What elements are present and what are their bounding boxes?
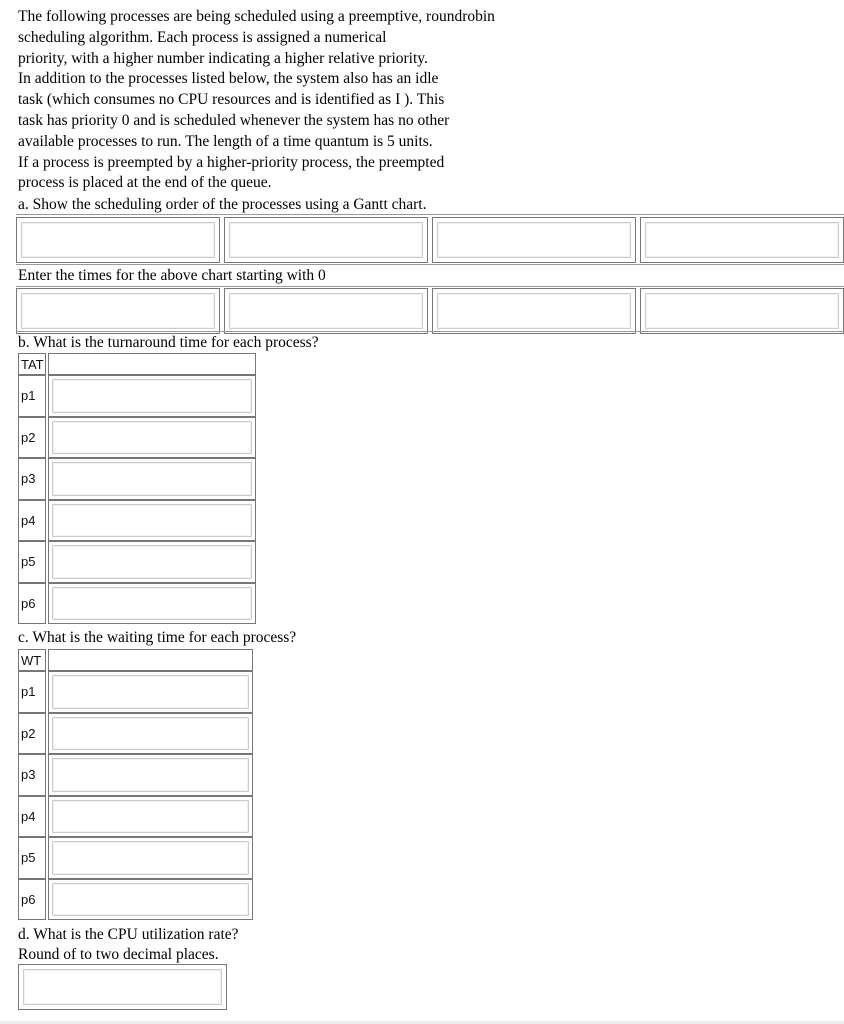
divider — [16, 214, 844, 215]
tat-header-row — [18, 353, 256, 375]
gantt-cell — [16, 217, 220, 263]
process-label: p6 — [18, 879, 46, 921]
intro-line: process is placed at the end of the queue. — [18, 174, 272, 192]
gantt-cell — [640, 288, 844, 334]
intro-line: available processes to run. The length of a time quantum is 5 units. — [18, 132, 433, 150]
table-row — [18, 837, 253, 879]
divider — [16, 286, 844, 287]
gantt-cell — [640, 217, 844, 263]
wt-p5-input[interactable] — [52, 841, 249, 875]
gantt-cell — [224, 288, 428, 334]
wt-header-label: WT — [18, 649, 46, 671]
table-row — [18, 375, 256, 417]
process-label: p2 — [18, 417, 46, 459]
input-cell — [48, 837, 253, 879]
times-label: Enter the times for the above chart starting with 0 — [18, 267, 326, 284]
process-label: p3 — [18, 458, 46, 500]
wt-p4-input[interactable] — [52, 800, 249, 834]
gantt-cell — [16, 288, 220, 334]
wt-p1-input[interactable] — [52, 675, 249, 709]
gantt-time-input[interactable] — [645, 293, 839, 329]
intro-line: scheduling algorithm. Each process is assigned a numerical — [18, 28, 387, 46]
input-cell — [48, 458, 256, 500]
wt-header-cell — [48, 649, 253, 671]
tat-p3-input[interactable] — [52, 462, 252, 496]
gantt-process-input[interactable] — [645, 222, 839, 258]
process-label: p4 — [18, 500, 46, 542]
table-row — [18, 796, 253, 838]
tat-p6-input[interactable] — [52, 587, 252, 621]
gantt-time-input[interactable] — [229, 293, 423, 329]
gantt-cell — [224, 217, 428, 263]
gantt-time-input[interactable] — [437, 293, 631, 329]
process-label: p1 — [18, 671, 46, 713]
tat-p1-input[interactable] — [52, 379, 252, 413]
divider — [16, 331, 844, 332]
wt-table — [18, 649, 253, 920]
wt-header-row — [18, 649, 253, 671]
process-label: p6 — [18, 583, 46, 625]
gantt-cell — [432, 288, 636, 334]
input-cell — [48, 754, 253, 796]
table-row — [18, 541, 256, 583]
wt-p2-input[interactable] — [52, 717, 249, 751]
process-label: p1 — [18, 375, 46, 417]
cpu-utilization-cell — [18, 964, 227, 1010]
gantt-cell — [432, 217, 636, 263]
input-cell — [48, 713, 253, 755]
tat-table — [18, 353, 256, 624]
gantt-process-input[interactable] — [437, 222, 631, 258]
input-cell — [48, 541, 256, 583]
process-label: p5 — [18, 837, 46, 879]
part-c-question: c. What is the waiting time for each process? — [18, 629, 297, 646]
gantt-process-input[interactable] — [229, 222, 423, 258]
intro-line: task (which consumes no CPU resources and is identified as I ). This — [18, 91, 445, 109]
gantt-time-input[interactable] — [21, 293, 215, 329]
input-cell — [48, 796, 253, 838]
part-d-question: d. What is the CPU utilization rate? — [18, 926, 239, 943]
gantt-times-row — [16, 288, 844, 334]
process-label: p3 — [18, 754, 46, 796]
input-cell — [48, 671, 253, 713]
table-row — [18, 713, 253, 755]
process-label: p2 — [18, 713, 46, 755]
intro-line: If a process is preempted by a higher-priority process, the preempted — [18, 153, 445, 171]
table-row — [18, 583, 256, 625]
part-d-note: Round of to two decimal places. — [18, 946, 219, 963]
tat-header-label: TAT — [18, 353, 46, 375]
table-row — [18, 417, 256, 459]
process-label: p4 — [18, 796, 46, 838]
cpu-utilization-input[interactable] — [23, 969, 222, 1005]
input-cell — [48, 417, 256, 459]
intro-line: The following processes are being scheduled using a preemptive, roundrobin — [18, 8, 495, 25]
intro-line: In addition to the processes listed below, the system also has an idle — [18, 70, 439, 88]
process-label: p5 — [18, 541, 46, 583]
wt-p3-input[interactable] — [52, 758, 249, 792]
divider — [16, 264, 844, 265]
part-b-question: b. What is the turnaround time for each process? — [18, 334, 319, 351]
input-cell — [48, 879, 253, 921]
tat-p2-input[interactable] — [52, 421, 252, 455]
gantt-process-input[interactable] — [21, 222, 215, 258]
table-row — [18, 500, 256, 542]
wt-p6-input[interactable] — [52, 883, 249, 917]
intro-line: task has priority 0 and is scheduled whenever the system has no other — [18, 111, 450, 129]
problem-statement — [18, 7, 578, 194]
input-cell — [48, 375, 256, 417]
table-row — [18, 671, 253, 713]
tat-header-cell — [48, 353, 256, 375]
table-row — [18, 879, 253, 921]
part-a-question: a. Show the scheduling order of the processes using a Gantt chart. — [18, 196, 427, 213]
tat-p4-input[interactable] — [52, 504, 252, 538]
tat-p5-input[interactable] — [52, 545, 252, 579]
input-cell — [48, 500, 256, 542]
gantt-chart-row — [16, 217, 844, 263]
table-row — [18, 754, 253, 796]
input-cell — [48, 583, 256, 625]
intro-line: priority, with a higher number indicating a higher relative priority. — [18, 49, 428, 67]
table-row — [18, 458, 256, 500]
